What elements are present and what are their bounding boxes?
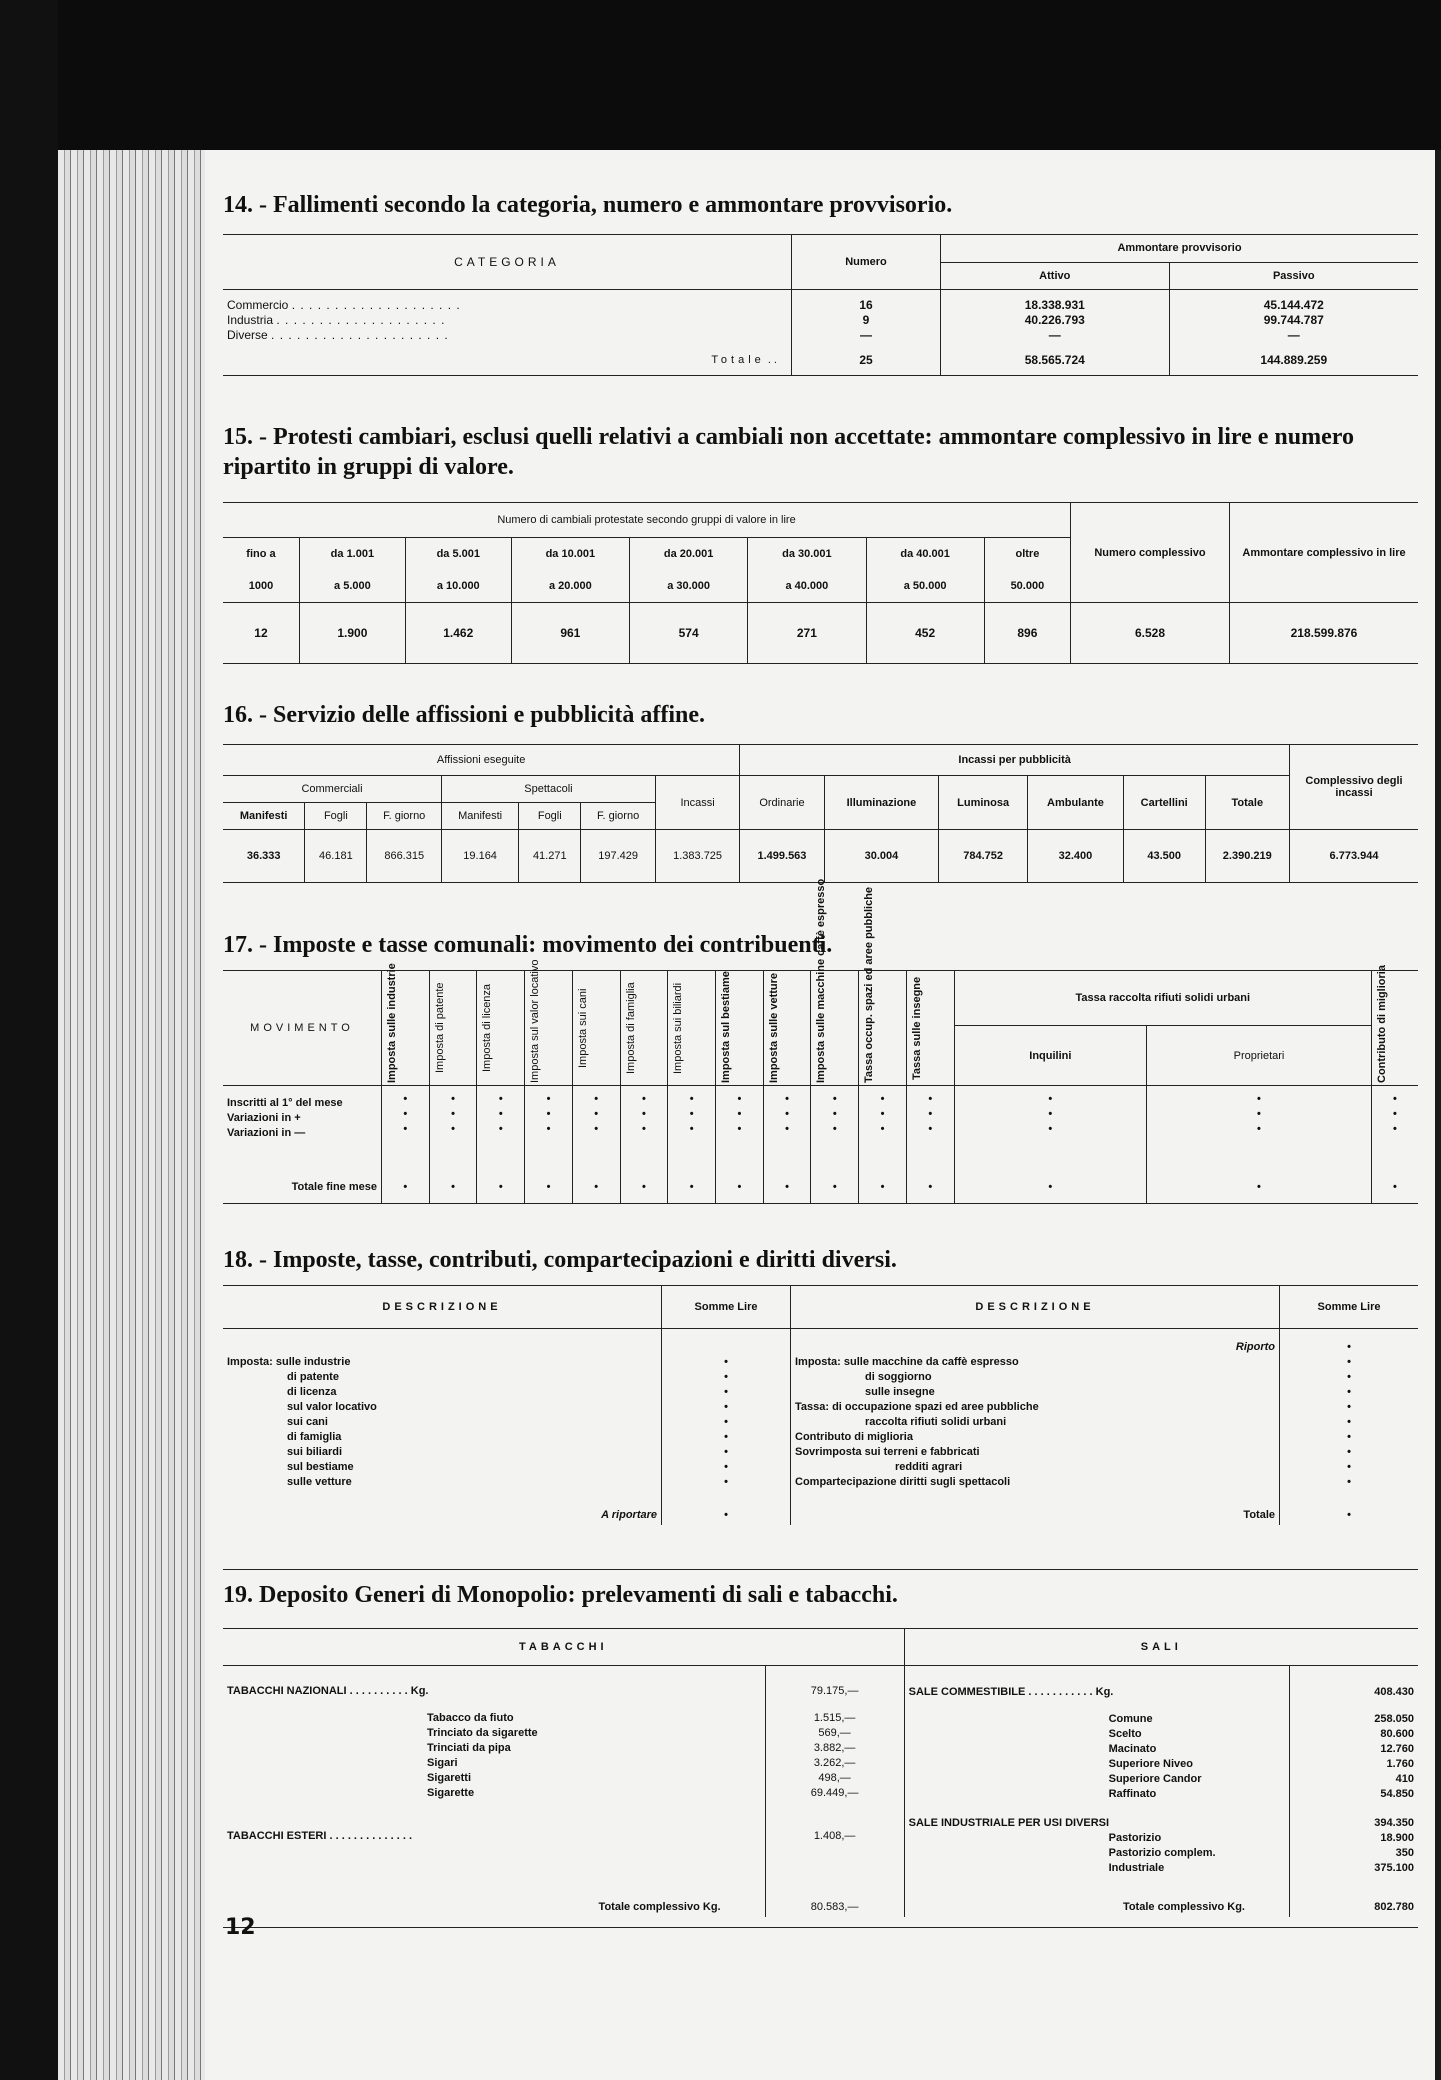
col-header: Inquilini <box>954 1026 1146 1086</box>
page-edges <box>58 150 208 2080</box>
col-header: a 20.000 <box>511 570 629 603</box>
table-19: TABACCHI SALI TABACCHI NAZIONALI . . . . . . . . . . Kg. Tabacco da fiuto Trinciato da sigarette Trinciati da pipa Sigari Sigaretti Sigarette TABACCHI ESTERI . . . . . . . . . . . . . . Totale complessivo Kg. 79.175,— 1.515,— 569,— 3.882,— 3.262,— 498,— 69.449,— 1.408,— 80.583,— SALE COMMESTIBILE . . . . . . . . . . . Kg. Comune Scelto Macinato Superiore Niveo Superiore Candor Raffinato SALE INDUSTRIALE PER USI DIVERSI Pastorizio Pastorizio complem. Industriale Totale complessivo Kg. 408.430 258.050 80.600 12.760 1.760 410 54.850 394.350 18.900 350 375.100 802.780 <box>223 1628 1418 1928</box>
total-cell: 80.583,— <box>810 1901 859 1913</box>
row-label: sul valor locativo <box>287 1401 377 1413</box>
col-header: da 30.001 <box>748 538 866 571</box>
cell: 46.181 <box>305 830 367 883</box>
row-label: Sigaretti <box>427 1772 472 1784</box>
col-header: Manifesti <box>442 803 519 830</box>
cell: • <box>1257 1093 1261 1105</box>
cell: • <box>1347 1445 1351 1458</box>
section-17 <box>223 878 1418 1204</box>
col-header: Imposta sul valor locativo <box>529 959 542 1083</box>
row-label: SALE INDUSTRIALE PER USI DIVERSI <box>908 1816 1110 1829</box>
cell: • <box>1147 1171 1372 1204</box>
col-header: Imposta sui cani <box>576 988 589 1068</box>
cell: • <box>724 1416 728 1428</box>
cell: • <box>594 1108 599 1120</box>
cell: • <box>724 1461 728 1473</box>
table-15 <box>223 502 1418 664</box>
col-header: 1000 <box>248 580 274 592</box>
cell: 498,— <box>818 1772 851 1784</box>
cell: 394.350 <box>1374 1816 1414 1829</box>
col-header: da 20.001 <box>629 538 747 571</box>
header-incassi: Incassi <box>655 776 739 830</box>
header-group: Numero di cambiali protestate secondo gruppi di valore in lire <box>497 514 796 526</box>
section-17-title: 17. - Imposte e tasse comunali: movimento dei contribuenti. <box>223 932 833 958</box>
cell: 45.144.472 <box>1263 298 1324 312</box>
cell: 1.499.563 <box>740 830 824 883</box>
binding-shadow <box>0 0 58 2080</box>
total-cell: 58.565.724 <box>941 345 1170 376</box>
cell: 1.383.725 <box>655 830 739 883</box>
cell: 961 <box>511 603 629 664</box>
cell: • <box>642 1123 646 1135</box>
col-header: F. giorno <box>367 803 442 830</box>
header-tassa-rifiuti: Tassa raccolta rifiuti solidi urbani <box>954 971 1371 1026</box>
cell: • <box>525 1171 573 1204</box>
page-number: 12 <box>225 1915 256 1940</box>
unit: Kg. <box>410 1685 429 1697</box>
row-label: Comune <box>1108 1712 1153 1725</box>
section-15 <box>223 422 1418 664</box>
row-label: TABACCHI NAZIONALI <box>227 1685 347 1697</box>
cell: • <box>811 1171 859 1204</box>
unit: Kg. <box>1095 1685 1114 1698</box>
row-label: sul bestiame <box>287 1461 354 1473</box>
row-label: Superiore Niveo <box>1108 1757 1193 1770</box>
cell: • <box>689 1108 694 1120</box>
col-header: fino a <box>246 548 276 560</box>
section-14-title: 14. - Fallimenti secondo la categoria, numero e ammontare provvisorio. <box>223 192 953 218</box>
col-header: Illuminazione <box>824 776 939 830</box>
total-cell: 144.889.259 <box>1169 345 1418 376</box>
cell: 6.773.944 <box>1290 830 1419 883</box>
row-label: Pastorizio <box>1108 1831 1162 1844</box>
cell: • <box>403 1108 408 1120</box>
col-header: Tassa sulle insegne <box>910 976 923 1080</box>
col-header: Totale <box>1205 776 1289 830</box>
cell: 784.752 <box>939 830 1028 883</box>
cell: — <box>1048 328 1061 342</box>
row-label: sulle vetture <box>287 1476 352 1488</box>
cell: • <box>724 1446 728 1458</box>
cell: • <box>594 1093 599 1105</box>
col-header: Imposta sui biliardi <box>672 982 685 1074</box>
cell: 2.390.219 <box>1205 830 1289 883</box>
cell: • <box>546 1093 551 1105</box>
cell: 1.515,— <box>813 1712 856 1724</box>
cell: • <box>737 1093 742 1105</box>
cell: 1.462 <box>405 603 511 664</box>
row-label: Raffinato <box>1108 1787 1157 1800</box>
cell: • <box>880 1108 885 1120</box>
cell: • <box>737 1123 742 1135</box>
total-label: Totale <box>1243 1508 1275 1521</box>
cell: • <box>859 1171 907 1204</box>
col-header: da 5.001 <box>405 538 511 571</box>
cell: 258.050 <box>1374 1712 1414 1725</box>
cell: 18.338.931 <box>1024 298 1085 312</box>
section-19-title: 19. Deposito Generi di Monopolio: prelevamenti di sali e tabacchi. <box>223 1582 898 1608</box>
row-label: Tabacco da fiuto <box>427 1712 514 1724</box>
cell: 40.226.793 <box>1024 313 1085 327</box>
header-spettacoli: Spettacoli <box>442 776 656 803</box>
col-header: a 40.000 <box>748 570 866 603</box>
cell: 218.599.876 <box>1230 603 1419 664</box>
cell: • <box>1347 1400 1351 1413</box>
row-label: di patente <box>287 1371 339 1383</box>
row-label: di licenza <box>287 1386 337 1398</box>
col-header: da 1.001 <box>299 538 405 571</box>
row-label: Scelto <box>1108 1727 1142 1740</box>
section-16 <box>223 700 1418 883</box>
table-14: CATEGORIA Numero Ammontare provvisorio Attivo Passivo Commercio . . . . . . . . . . . . . . . . . . . . Industria . . . . . . . . . . . . . . . . . . . . Diverse . . . . . . . . . . . . . . . . . . . . . 16 9 — 18.338.931 40.226.793 — 45.144.472 99.744.787 — Totale . . 25 58.565.724 144.889.259 <box>223 234 1418 376</box>
header-passivo: Passivo <box>1169 262 1418 290</box>
header-somme: Somme Lire <box>1280 1286 1419 1329</box>
cell: • <box>785 1108 790 1120</box>
row-label: Sigari <box>427 1757 458 1769</box>
cell: 43.500 <box>1123 830 1205 883</box>
cell: • <box>546 1108 551 1120</box>
total-cell: 25 <box>792 345 941 376</box>
col-header: Imposta sul bestiame <box>720 971 733 1083</box>
cell: • <box>1371 1171 1418 1204</box>
cell: 410 <box>1395 1772 1414 1785</box>
cell: • <box>1048 1123 1053 1135</box>
cell: • <box>498 1123 503 1135</box>
cell: • <box>724 1476 728 1488</box>
cell: • <box>498 1108 503 1120</box>
col-header: Fogli <box>305 803 367 830</box>
header-affissioni: Affissioni eseguite <box>436 754 526 766</box>
cell: 866.315 <box>367 830 442 883</box>
section-15-title: 15. - Protesti cambiari, esclusi quelli relativi a cambiali non accettate: ammontare complessivo in lire e numero ripartito in gruppi di valore. <box>223 424 1354 480</box>
cell: 452 <box>866 603 984 664</box>
cell: • <box>880 1123 885 1135</box>
row-label: Sovrimposta sui terreni e fabbricati <box>795 1445 980 1458</box>
cell: • <box>477 1171 525 1204</box>
col-header: Luminosa <box>939 776 1028 830</box>
cell: 408.430 <box>1374 1685 1414 1698</box>
cell: • <box>1347 1385 1351 1398</box>
cell: • <box>594 1123 599 1135</box>
cell: • <box>689 1093 694 1105</box>
row-label: Industria . . . . . . . . . . . . . . . . . . . . <box>227 313 446 327</box>
cell: — <box>860 328 872 342</box>
header-incassi-pubblicita: Incassi per pubblicità <box>740 745 1290 776</box>
cell: • <box>642 1108 646 1120</box>
col-header: da 40.001 <box>866 538 984 571</box>
total-label: Totale fine mese <box>291 1181 377 1193</box>
header-numero: Numero <box>792 235 941 290</box>
row-label: Pastorizio complem. <box>1108 1846 1216 1859</box>
section-19 <box>223 1580 1418 1928</box>
cell: • <box>724 1509 728 1521</box>
header-ammontare-complessivo: Ammontare complessivo in lire <box>1230 503 1419 603</box>
row-label: Trinciati da pipa <box>427 1742 511 1754</box>
cell: 16 <box>859 298 873 312</box>
cell: 36.333 <box>246 850 281 862</box>
cell: • <box>724 1431 728 1443</box>
section-18-title: 18. - Imposte, tasse, contributi, compartecipazioni e diritti diversi. <box>223 1247 897 1273</box>
cell: 32.400 <box>1028 830 1124 883</box>
cell: • <box>689 1123 694 1135</box>
cell: • <box>1393 1123 1397 1135</box>
row-label: sui cani <box>287 1416 328 1428</box>
col-header: Contributo di miglioria <box>1375 965 1388 1083</box>
col-header: Tassa occup. spazi ed aree pubbliche <box>863 886 876 1083</box>
col-header: Ordinarie <box>740 776 824 830</box>
row-label: Industriale <box>1108 1861 1165 1874</box>
cell: • <box>724 1356 728 1368</box>
row-label: raccolta rifiuti solidi urbani <box>865 1415 1007 1428</box>
col-header: a 5.000 <box>299 570 405 603</box>
col-header: a 50.000 <box>866 570 984 603</box>
cell: • <box>737 1108 742 1120</box>
row-label: Commercio . . . . . . . . . . . . . . . . . . . . <box>227 298 461 312</box>
cell: 19.164 <box>442 830 519 883</box>
col-header: Imposta sulle vetture <box>767 972 780 1083</box>
col-header: a 10.000 <box>405 570 511 603</box>
cell: • <box>1393 1108 1397 1120</box>
row-label: Superiore Candor <box>1108 1772 1202 1785</box>
cell: 79.175,— <box>810 1685 859 1697</box>
cell: • <box>1347 1355 1351 1368</box>
cell: 3.882,— <box>813 1742 856 1754</box>
cell: 1.760 <box>1386 1757 1414 1770</box>
cell: • <box>451 1108 455 1120</box>
cell: 1.408,— <box>813 1830 856 1842</box>
cell: • <box>451 1093 455 1105</box>
cell: 12.760 <box>1380 1742 1414 1755</box>
cell: • <box>832 1108 837 1120</box>
cell: • <box>1393 1093 1397 1105</box>
cell: • <box>1048 1108 1053 1120</box>
row-label: Variazioni in + <box>227 1112 301 1124</box>
cell: 574 <box>629 603 747 664</box>
section-14 <box>223 190 1418 376</box>
table-16 <box>223 744 1418 883</box>
cell: • <box>928 1108 933 1120</box>
cell: • <box>668 1171 716 1204</box>
header-movimento: MOVIMENTO <box>250 1022 354 1034</box>
header-ammontare: Ammontare provvisorio <box>941 235 1419 263</box>
col-header: 50.000 <box>984 570 1070 603</box>
col-header: Imposta di famiglia <box>624 982 637 1074</box>
header-tabacchi: TABACCHI <box>518 1641 608 1653</box>
total-label: Totale complessivo Kg. <box>598 1901 721 1913</box>
row-label: Variazioni in — <box>227 1127 306 1139</box>
col-header: Imposta di patente <box>433 982 446 1074</box>
cell: • <box>763 1171 811 1204</box>
col-header: Proprietari <box>1147 1026 1372 1086</box>
cell: • <box>785 1123 790 1135</box>
col-header: a 30.000 <box>629 570 747 603</box>
row-label: Diverse . . . . . . . . . . . . . . . . . . . . . <box>227 328 449 342</box>
row-label: Inscritti al 1° del mese <box>227 1097 343 1109</box>
total-label: Totale <box>711 354 765 366</box>
cell: • <box>1347 1430 1351 1443</box>
cell: • <box>928 1093 933 1105</box>
header-complessivo: Complessivo degli incassi <box>1290 745 1419 830</box>
row-label: SALE COMMESTIBILE <box>908 1685 1026 1698</box>
cell: • <box>1347 1370 1351 1383</box>
row-label: sui biliardi <box>287 1446 343 1458</box>
document-page <box>205 150 1435 2080</box>
cell: 9 <box>862 313 870 327</box>
cell: 99.744.787 <box>1263 313 1324 327</box>
header-commerciali: Commerciali <box>301 783 363 795</box>
cell: • <box>451 1123 455 1135</box>
col-header: Imposta sulle macchine caffè espresso <box>815 878 828 1083</box>
cell: 18.900 <box>1380 1831 1414 1844</box>
row-label: Contributo di miglioria <box>795 1430 913 1443</box>
row-label: Tassa: di occupazione spazi ed aree pubbliche <box>795 1400 1039 1413</box>
cell: • <box>403 1093 408 1105</box>
cell: • <box>382 1171 430 1204</box>
row-label: Sigarette <box>427 1787 475 1799</box>
cell: • <box>1347 1460 1351 1473</box>
header-attivo: Attivo <box>941 262 1170 290</box>
row-label: sulle insegne <box>865 1385 935 1398</box>
row-label: Imposta: sulle macchine da caffè espresso <box>795 1355 1019 1368</box>
cell: 896 <box>984 603 1070 664</box>
total-cell: 802.780 <box>1374 1900 1414 1913</box>
cell: • <box>1257 1108 1261 1120</box>
cell: 3.262,— <box>813 1757 856 1769</box>
row-label: Macinato <box>1108 1742 1157 1755</box>
row-label: Imposta: sulle industrie <box>227 1356 351 1368</box>
cell: 41.271 <box>519 830 581 883</box>
cell: • <box>642 1093 646 1105</box>
section-18 <box>223 1245 1418 1570</box>
col-header: Imposta sulle industrie <box>386 963 398 1083</box>
header-descrizione: DESCRIZIONE <box>791 1286 1280 1329</box>
row-label: TABACCHI ESTERI <box>227 1830 327 1842</box>
cell: 69.449,— <box>810 1787 859 1799</box>
col-header: Ambulante <box>1028 776 1124 830</box>
col-header: Fogli <box>519 803 581 830</box>
table-18 <box>223 1285 1418 1570</box>
cell: 12 <box>254 626 268 640</box>
cell: • <box>1347 1340 1351 1353</box>
cell: • <box>1347 1415 1351 1428</box>
header-categoria: CATEGORIA <box>454 255 560 269</box>
section-16-title: 16. - Servizio delle affissioni e pubblicità affine. <box>223 702 705 728</box>
cell: • <box>429 1171 477 1204</box>
cell: • <box>572 1171 620 1204</box>
cell: • <box>832 1123 837 1135</box>
cell: • <box>1048 1093 1053 1105</box>
header-sali: SALI <box>904 1629 1418 1666</box>
cell: • <box>724 1401 728 1413</box>
total-label: Totale complessivo Kg. <box>1122 1900 1245 1913</box>
row-label: di soggiorno <box>865 1370 932 1383</box>
dark-background <box>0 0 1441 150</box>
row-label: redditi agrari <box>895 1460 963 1473</box>
cell: • <box>928 1123 933 1135</box>
row-label: Compartecipazione diritti sugli spettacoli <box>795 1475 1011 1488</box>
cell: • <box>716 1171 764 1204</box>
cell: • <box>954 1171 1146 1204</box>
cell: • <box>832 1093 837 1105</box>
col-header: Imposta di licenza <box>481 983 494 1073</box>
header-descrizione: DESCRIZIONE <box>382 1301 502 1313</box>
cell: 271 <box>748 603 866 664</box>
cell: 54.850 <box>1380 1787 1414 1800</box>
cell: • <box>906 1171 954 1204</box>
cell: • <box>1257 1123 1261 1135</box>
cell: • <box>1347 1475 1351 1488</box>
row-label: Trinciato da sigarette <box>427 1727 538 1739</box>
cell: • <box>546 1123 551 1135</box>
total-label: A riportare <box>601 1509 657 1521</box>
col-header: Cartellini <box>1123 776 1205 830</box>
cell: 80.600 <box>1380 1727 1414 1740</box>
cell: • <box>785 1093 790 1105</box>
header-somme: Somme Lire <box>662 1286 791 1329</box>
cell: • <box>403 1123 408 1135</box>
row-label: di famiglia <box>287 1431 342 1443</box>
cell: 350 <box>1395 1846 1414 1859</box>
cell: 569,— <box>818 1727 851 1739</box>
col-header: F. giorno <box>581 803 656 830</box>
cell: • <box>880 1093 885 1105</box>
cell: • <box>620 1171 668 1204</box>
cell: • <box>1347 1508 1351 1521</box>
cell: 30.004 <box>824 830 939 883</box>
col-header: oltre <box>984 538 1070 571</box>
cell: 375.100 <box>1374 1861 1414 1874</box>
cell: — <box>1287 328 1300 342</box>
col-header: Manifesti <box>239 810 288 822</box>
col-header: da 10.001 <box>511 538 629 571</box>
header-numero-complessivo: Numero complessivo <box>1071 503 1230 603</box>
cell: 6.528 <box>1071 603 1230 664</box>
cell: • <box>724 1371 728 1383</box>
row-label: Riporto <box>1235 1340 1275 1353</box>
cell: • <box>498 1093 503 1105</box>
cell: 1.900 <box>299 603 405 664</box>
cell: • <box>724 1386 728 1398</box>
cell: 197.429 <box>581 830 656 883</box>
